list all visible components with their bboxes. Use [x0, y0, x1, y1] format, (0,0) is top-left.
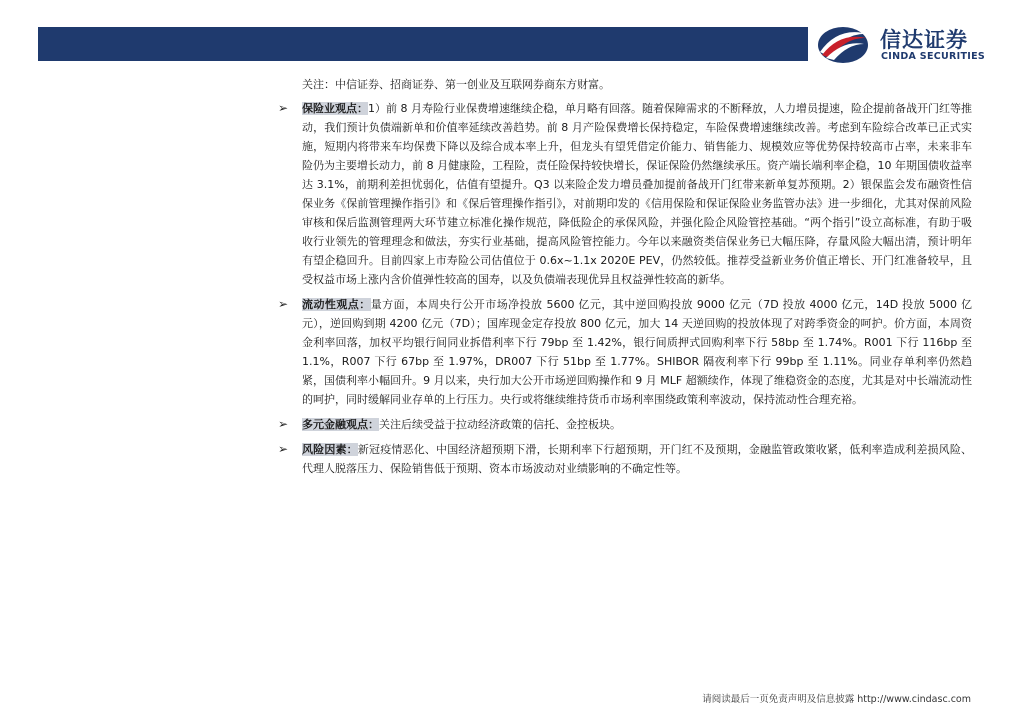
section-label: 流动性观点：: [302, 298, 371, 311]
brand-name-cn: 信达证券: [880, 28, 968, 52]
arrow-bullet-icon: ➢: [278, 442, 289, 456]
brand-logo: [816, 22, 996, 66]
section-label: 多元金融观点：: [302, 418, 379, 431]
section-liquidity: [278, 295, 972, 409]
section-text: 量方面，本周央行公开市场净投放 5600 亿元，其中逆回购投放 9000 亿元（7D 投放 4000 亿元，14D 投放 5000 亿元），逆回购到期 4200 亿元（7D）；国库现金定存投放 800 亿元，加大 14 天逆回购的投放体现了对跨季资金的呵护。价方面，本周资金利率回落，加权平均银行间同业拆借利率下行 79bp 至 1.42%，银行间质押式回购利率下行 58bp 至 1.74%。R001 下行 116bp 至 1.1%，R007 下行 67bp 至 1.97%，DR007 下行 51bp 至 1.77%。SHIBOR 隔夜利率下行 99bp 至 1.11%。同业存单利率仍然趋紧，国债利率小幅回升。9 月以来，央行加大公开市场逆回购操作和 9 月 MLF 超额续作，体现了维稳资金的态度，尤其是对中长端流动性的呵护，同时缓解同业存单的上行压力。央行或将继续维持货币市场利率围绕政策利率波动，保持流动性合理充裕。: [302, 298, 972, 406]
section-label: 保险业观点：: [302, 102, 368, 115]
arrow-bullet-icon: ➢: [278, 101, 289, 115]
section-text: 1）前 8 月寿险行业保费增速继续企稳，单月略有回落。随着保障需求的不断释放，人力增员提速，险企提前备战开门红等推动，我们预计负债端新单和价值率延续改善趋势。前 8 月产险保费增长保持稳定，车险保费增速继续改善。考虑到车险综合改革已正式实施，短期内将带来车均保费下降以及综合成本率上升，但龙头有望凭借定价能力、销售能力、规模效应等优势保持较高市占率，未来非车险仍为主要增长动力，前 8 月健康险，工程险，责任险保持较快增长，保证保险仍然继续承压。资产端长端利率企稳，10 年期国债收益率达 3.1%，前期利差担忧弱化，估值有望提升。Q3 以来险企发力增员叠加提前备战开门红带来新单复苏预期。2）银保监会发布融资性信保业务《保前管理操作指引》和《保后管理操作指引》，对前期印发的《信用保险和保证保险业务监管办法》进一步细化，尤其对保前风险审核和保后监测管理两大环节建立标准化操作规范，降低险企的承保风险，并强化险企风险管控基础。“两个指引”设立高标准，有助于吸收行业领先的管理理念和做法，夯实行业基础，提高风险管控能力。今年以来融资类信保业务已大幅压降，存量风险大幅出清，预计明年有望企稳回升。目前四家上市寿险公司估值位于 0.6x~1.1x 2020E PEV，仍然较低。推荐受益新业务价值正增长、开门红准备较早，且受权益市场上涨内含价值弹性较高的国寿，以及负债端表现优异且权益弹性较高的新华。: [302, 102, 972, 286]
section-insurance: [278, 99, 972, 289]
section-text: 关注后续受益于拉动经济政策的信托、金控板块。: [379, 418, 621, 431]
arrow-bullet-icon: ➢: [278, 417, 289, 431]
arrow-bullet-icon: ➢: [278, 297, 289, 311]
report-body: [278, 76, 972, 484]
section-paragraph: [302, 440, 972, 478]
section-paragraph: [302, 415, 972, 434]
footer-disclaimer: 请阅读最后一页免责声明及信息披露 http://www.cindasc.com: [702, 694, 971, 705]
header-bar: [38, 27, 808, 61]
logo-mark-icon: [816, 22, 870, 66]
brand-name-en: CINDA SECURITIES: [881, 51, 986, 62]
section-text: 新冠疫情恶化、中国经济超预期下滑，长期利率下行超预期，开门红不及预期，金融监管政策收紧，低利率造成利差损风险、代理人脱落压力、保险销售低于预期、资本市场波动对业绩影响的不确定性等。: [302, 443, 973, 475]
section-paragraph: [302, 99, 972, 289]
section-diversified-finance: [278, 415, 972, 434]
intro-line: 关注：中信证券、招商证券、第一创业及互联网券商东方财富。: [302, 78, 610, 91]
section-label: 风险因素：: [302, 443, 358, 456]
section-risk-factors: [278, 440, 972, 478]
section-paragraph: [302, 295, 972, 409]
